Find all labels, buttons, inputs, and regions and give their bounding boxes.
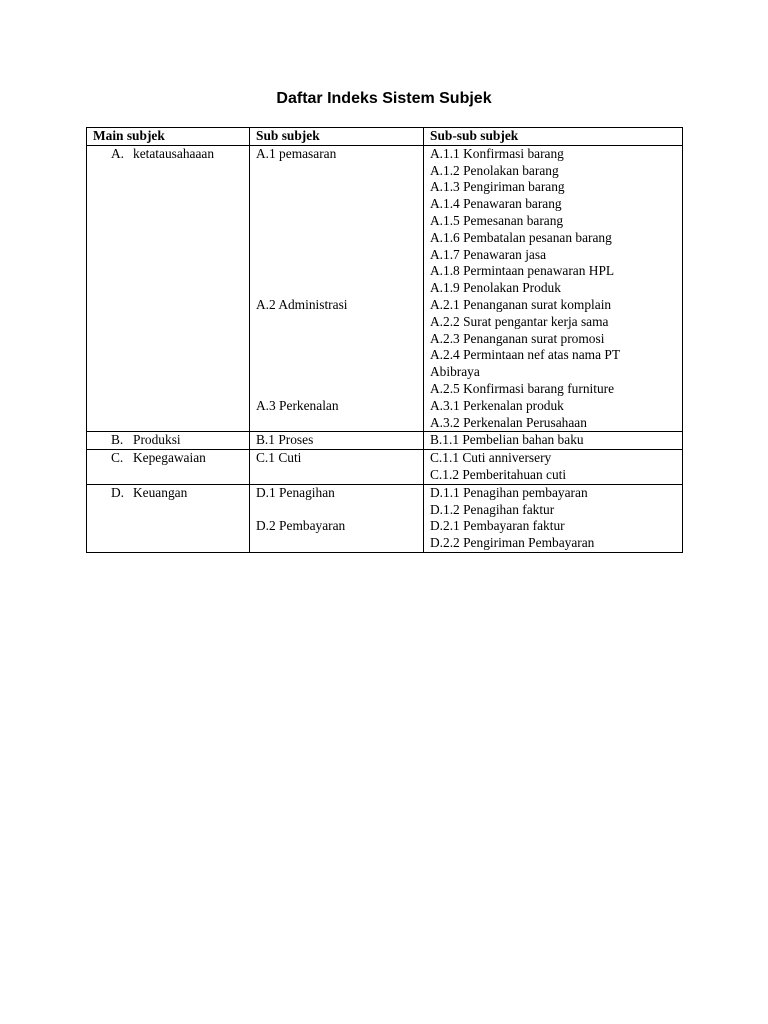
main-subject-name: Kepegawaian (133, 450, 206, 466)
sub-subject-cell (250, 297, 424, 398)
sub-subject-label: D.2 Pembayaran (256, 518, 346, 534)
main-subject-letter: A. (111, 145, 125, 161)
sub-sub-subject-item: Abibraya (430, 364, 480, 380)
sub-sub-subject-cell (424, 518, 683, 552)
main-subject-cell (87, 484, 250, 518)
sub-sub-subject-cell (424, 398, 683, 432)
main-subject-cell (87, 518, 250, 552)
table-row (87, 297, 683, 398)
main-subject-name: ketatausahaaan (133, 145, 215, 161)
sub-sub-subject-item: A.2.1 Penanganan surat komplain (430, 296, 612, 312)
main-subject-letter: C. (111, 450, 124, 466)
header-sub-subject: Sub subjek (250, 128, 424, 146)
main-subject-cell (87, 145, 250, 297)
sub-subject-cell (250, 398, 424, 432)
header-sub-sub-subject: Sub-sub subjek (424, 128, 683, 146)
sub-sub-subject-item: A.1.8 Permintaan penawaran HPL (430, 263, 615, 279)
sub-sub-subject-item: A.3.1 Perkenalan produk (430, 397, 564, 413)
sub-sub-subject-cell (424, 297, 683, 398)
table-row (87, 518, 683, 552)
main-subject-letter: B. (111, 432, 124, 448)
sub-sub-subject-item: A.1.9 Penolakan Produk (430, 280, 561, 296)
sub-sub-subject-item: A.1.3 Pengiriman barang (430, 179, 565, 195)
sub-sub-subject-item: A.1.7 Penawaran jasa (430, 246, 547, 262)
main-subject-cell (87, 297, 250, 398)
sub-sub-subject-cell (424, 450, 683, 485)
sub-sub-subject-item: D.2.1 Pembayaran faktur (430, 518, 565, 534)
table-row (87, 398, 683, 432)
table-header-row (87, 128, 683, 146)
table-row (87, 450, 683, 485)
sub-subject-cell (250, 518, 424, 552)
sub-sub-subject-item: A.2.2 Surat pengantar kerja sama (430, 313, 609, 329)
sub-sub-subject-item: A.2.4 Permintaan nef atas nama PT (430, 347, 621, 363)
main-subject-name: Keuangan (133, 484, 188, 500)
sub-sub-subject-item: A.1.1 Konfirmasi barang (430, 145, 564, 161)
sub-subject-label: A.3 Perkenalan (256, 397, 339, 413)
sub-sub-subject-item: A.3.2 Perkenalan Perusahaan (430, 414, 587, 430)
main-subject-cell (87, 432, 250, 450)
sub-sub-subject-item: A.1.4 Penawaran barang (430, 196, 562, 212)
sub-sub-subject-item: C.1.2 Pemberitahuan cuti (430, 466, 567, 482)
header-main-subject: Main subjek (87, 128, 250, 146)
subject-index-table (86, 127, 683, 553)
sub-sub-subject-item: A.2.3 Penanganan surat promosi (430, 330, 605, 346)
main-subject-letter: D. (111, 484, 125, 500)
table-row (87, 484, 683, 518)
sub-subject-cell (250, 484, 424, 518)
sub-sub-subject-cell (424, 145, 683, 297)
sub-sub-subject-item: B.1.1 Pembelian bahan baku (430, 432, 584, 448)
table-row (87, 432, 683, 450)
main-subject-cell (87, 398, 250, 432)
main-subject-cell (87, 450, 250, 485)
sub-sub-subject-item: A.2.5 Konfirmasi barang furniture (430, 380, 615, 396)
sub-subject-cell (250, 450, 424, 485)
sub-subject-cell (250, 432, 424, 450)
sub-sub-subject-item: A.1.5 Pemesanan barang (430, 212, 564, 228)
sub-sub-subject-cell (424, 432, 683, 450)
table-row (87, 145, 683, 297)
sub-sub-subject-item: D.1.2 Penagihan faktur (430, 501, 555, 517)
sub-sub-subject-item: A.1.2 Penolakan barang (430, 162, 559, 178)
sub-sub-subject-item: D.1.1 Penagihan pembayaran (430, 484, 588, 500)
sub-subject-label: A.1 pemasaran (256, 145, 337, 161)
sub-subject-label: D.1 Penagihan (256, 484, 335, 500)
sub-subject-label: A.2 Administrasi (256, 296, 348, 312)
document-title: Daftar Indeks Sistem Subjek (276, 90, 492, 107)
sub-sub-subject-item: C.1.1 Cuti anniversery (430, 450, 552, 466)
sub-sub-subject-item: A.1.6 Pembatalan pesanan barang (430, 229, 612, 245)
sub-subject-cell (250, 145, 424, 297)
main-subject-name: Produksi (133, 432, 181, 448)
sub-subject-label: B.1 Proses (256, 432, 314, 448)
sub-sub-subject-cell (424, 484, 683, 518)
sub-subject-label: C.1 Cuti (256, 450, 302, 466)
sub-sub-subject-item: D.2.2 Pengiriman Pembayaran (430, 535, 595, 551)
